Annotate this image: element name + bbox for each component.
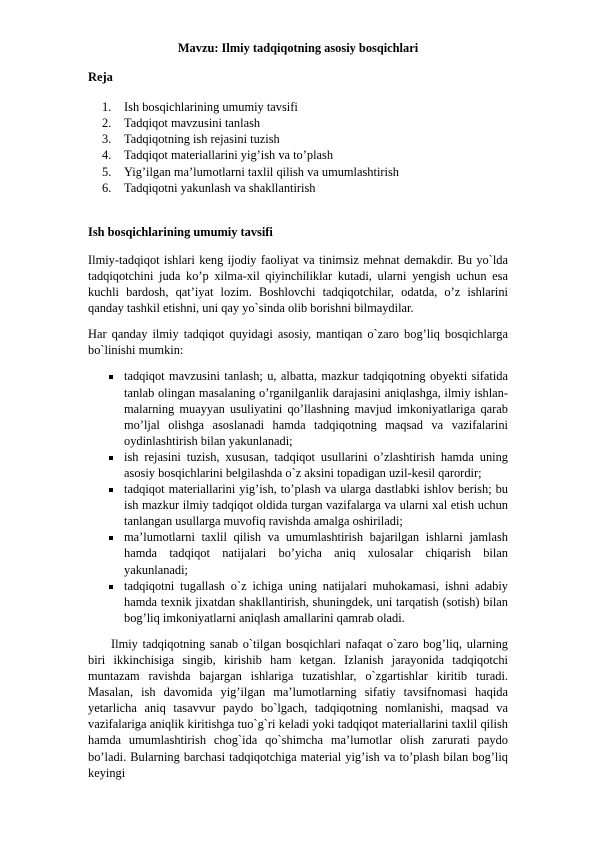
bullet-text: ish rejasini tuzish, xususan, tadqiqot usullarini o’zlashtirish hamda uning asosiy bosqichlarini belgilashda o`z aksini topadigan uzil-kesil qarordir; — [124, 449, 508, 480]
plan-item — [88, 131, 508, 147]
bullet-text: tadqiqot mavzusini tanlash; u, albatta, mazkur tadqiqotning obyekti sifatida tanlab olingan masalaning o’rganilganlik darajasini aniqlashga, ilmiy ishlan-malarning muayyan usuliyatini qo’llashning mavjud imkoniyatlariga qarab mo’ljal olishga asoslanadi hamda tadqiqotning maqsad va vazifalarini oydinlashtirish bilan yakunlanadi; — [124, 369, 508, 448]
plan-item — [88, 147, 508, 163]
body-paragraph: Ilmiy-tadqiqot ishlari keng ijodiy faoliyat va tinimsiz mehnat demakdir. Bu yo`lda tadqiqotchini juda ko’p xilma-xil qiyinchiliklar kutadi, ularni yengish uchun esa kuchli bardosh, qat’iyat lozim. Boshlovchi tadqiqotchilar, odatda, o’z ishlarini qanday tashkil etishni, uni qay yo`sinda olib borishni bilmaydilar. — [88, 252, 508, 316]
plan-item-number: 6. — [102, 180, 112, 195]
bullet-item — [88, 481, 508, 529]
bullet-item — [88, 368, 508, 448]
bullet-square-icon — [109, 488, 113, 492]
document-page — [88, 40, 508, 791]
plan-item — [88, 180, 508, 196]
plan-item-number: 5. — [102, 164, 112, 179]
plan-item-number: 1. — [102, 100, 112, 115]
plan-item-text: Tadqiqot mavzusini tanlash — [124, 116, 261, 131]
bullet-text: ma’lumotlarni taxlil qilish va umumlashtirish bajarilgan ishlarni jamlash hamda tadqiqot natijalari bo’yicha aniq xulosalar chiqarish bilan yakunlanadi; — [124, 530, 508, 577]
plan-item-number: 4. — [102, 148, 112, 163]
stages-bullet-list — [88, 368, 508, 626]
plan-heading: Reja — [88, 70, 113, 85]
plan-item-text: Tadqiqotning ish rejasini tuzish — [124, 132, 280, 147]
plan-item — [88, 115, 508, 131]
plan-item-text: Tadqiqotni yakunlash va shakllantirish — [124, 180, 316, 195]
bullet-square-icon — [109, 456, 113, 460]
bullet-text: tadqiqot materiallarini yig’ish, to’plash va ularga dastlabki ishlov berish; bu ish mazkur ilmiy tadqiqot oldida turgan vazifalarga va ularni xal etish uchun tanlangan usullarga muvofiq ravishda amalga oshiriladi; — [124, 482, 508, 529]
body-paragraph: Ilmiy tadqiqotning sanab o`tilgan bosqichlari nafaqat o`zaro bog’liq, ularning biri ikkinchisiga singib, kirishib ham ketgan. Izlanish jarayonida tadqiqotchi muntazam ravishda bajargan ishlariga tuzatishlar, o`zgartishlar kiritib turadi. Masalan, ish davomida yig’ilgan ma’lumotlarning sifatiy tavsifnomasi haqida yetarlicha aniq tasavvur paydo bo`lgach, tadqiqotning nomlanishi, maqsad va vazifalariga aniqlik kiritishga tuo`g`ri keladi yoki tadqiqot materiallarini taxlil qilish hamda umumlashtirish chog`ida qo`shimcha ma’lumotlar olish zarurati paydo bo’ladi. Bularning barchasi tadqiqotchiga material yig’ish va to’plash bilan bog’liq keyingi — [88, 636, 508, 780]
plan-item — [88, 99, 508, 115]
plan-item-text: Ish bosqichlarining umumiy tavsifi — [124, 100, 298, 115]
bullet-text: tadqiqotni tugallash o`z ichiga uning natijalari muhokamasi, ishni adabiy hamda texnik jixatdan shakllantirish, shuningdek, uni tarqatish (sotish) bilan bog’liq imkoniyatlarni aniqlash amallarini qamrab oladi. — [124, 578, 508, 625]
bullet-item — [88, 578, 508, 626]
document-title: Mavzu: Ilmiy tadqiqotning asosiy bosqichlari — [177, 41, 419, 55]
plan-item-text: Yig’ilgan ma’lumotlarni taxlil qilish va umumlashtirish — [124, 164, 399, 179]
plan-item-number: 3. — [102, 132, 112, 147]
bullet-item — [88, 529, 508, 577]
plan-item-text: Tadqiqot materiallarini yig’ish va to’plash — [124, 148, 334, 163]
bullet-square-icon — [109, 375, 113, 379]
bullet-square-icon — [109, 536, 113, 540]
section-heading: Ish bosqichlarining umumiy tavsifi — [88, 224, 273, 239]
bullet-square-icon — [109, 585, 113, 589]
plan-item-number: 2. — [102, 116, 112, 131]
body-paragraph: Har qanday ilmiy tadqiqot quyidagi asosiy, mantiqan o`zaro bog’liq bosqichlarga bo`linishi mumkin: — [88, 327, 508, 358]
plan-item — [88, 164, 508, 180]
plan-list — [88, 99, 508, 196]
bullet-item — [88, 449, 508, 481]
